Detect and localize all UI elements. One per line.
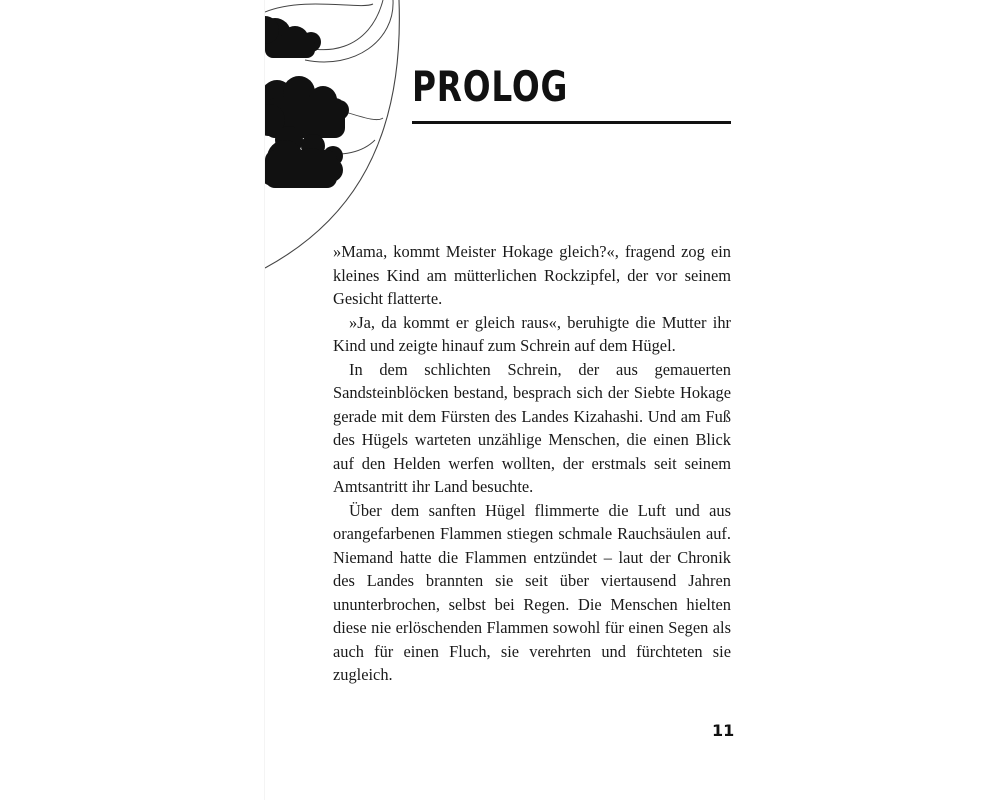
chapter-heading: PROLOG [412, 62, 569, 111]
paragraph: In dem schlichten Schrein, der aus gemauerten Sandsteinblöcken bestand, besprach sich der Siebte Hokage gerade mit dem Fürsten des Landes Kizahashi. Und am Fuß des Hügels warteten unzählige Menschen, die einen Blick auf den Helden werfen wollten, der erstmals seit seinem Amtsantritt ihr Land besuchte. [333, 359, 731, 496]
book-page [265, 0, 1000, 800]
paragraph: »Ja, da kommt er gleich raus«, beruhigte die Mutter ihr Kind und zeigte hinauf zum Schrein auf dem Hügel. [333, 312, 731, 355]
chapter-body [333, 240, 731, 687]
paragraph: »Mama, kommt Meister Hokage gleich?«, fragend zog ein kleines Kind am mütterlichen Rockzipfel, der vor seinem Gesicht flatterte. [333, 242, 731, 308]
cloud-swirl-ornament-icon [265, 0, 425, 280]
page-number: 11 [712, 721, 735, 740]
heading-rule [412, 121, 731, 124]
paragraph: Über dem sanften Hügel flimmerte die Luft und aus orangefarbenen Flammen stiegen schmale Rauchsäulen auf. Niemand hatte die Flammen entzündet – laut der Chronik des Landes brannten sie seit über viertausend Jahren ununterbrochen, selbst bei Regen. Die Menschen hielten diese nie erlöschenden Flammen sowohl für einen Segen als auch für einen Fluch, sie verehrten und fürchteten sie zugleich. [333, 500, 731, 684]
